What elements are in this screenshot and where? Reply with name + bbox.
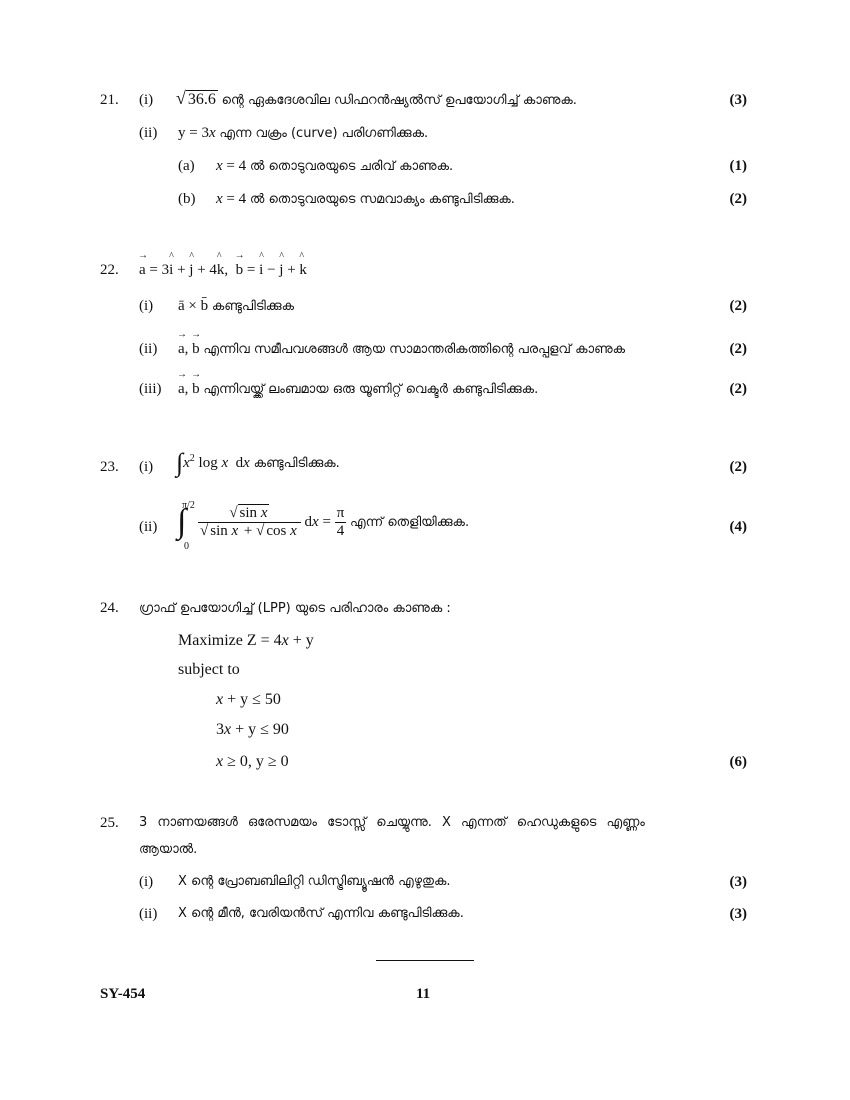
q24-constraint-2: 3x + y ≤ 90 (216, 721, 289, 738)
q21-b-cond: = 4 (226, 191, 247, 207)
q25-i-text: X ന്റെ പ്രോബബിലിറ്റി ഡിസ്ട്രിബ്യൂഷൻ എഴുതുക. (178, 874, 451, 889)
q21-i-text: ന്റെ ഏകദേശവില ഡിഫറൻഷ്യൽസ് ഉപയോഗിച്ച് കാണുക. (221, 93, 577, 108)
q24-text: ഗ്രാഫ് ഉപയോഗിച്ച് (LPP) യുടെ പരിഹാരം കാണുക : (139, 601, 451, 616)
q22-number: 22. (100, 262, 119, 278)
q24-subject: subject to (178, 661, 240, 678)
q21-ii-content (178, 125, 428, 142)
q24-maximize: Maximize Z = 4x + y (178, 632, 314, 649)
q24-c3-text: ≥ 0, y ≥ 0 (227, 753, 289, 770)
q24-c1-text: + y ≤ 50 (227, 691, 281, 708)
q22-i-text: കണ്ടുപിടിക്കുക (211, 299, 294, 314)
footer-page-number: 11 (416, 986, 431, 1002)
q21-number: 21. (100, 92, 119, 108)
q25-line1: 3 നാണയങ്ങൾ ഒരേസമയം ടോസ്സ് ചെയ്യുന്നു. X എന്നത് ഹെഡുകളുടെ എണ്ണം (139, 815, 645, 830)
q22-ii-marks: (2) (729, 341, 747, 357)
q21-i-label: (i) (139, 92, 154, 108)
q22-vectors: → a = 3^ i + ^ j + 4^ k, → b = ^ i − ^ j + ^ k (139, 262, 307, 279)
q23-i-text: കണ്ടുപിടിക്കുക. (253, 456, 340, 471)
q21-i-marks: (3) (729, 92, 747, 108)
q23-ii-fraction: $\frac{\text{√ sin x}}{\text{√ sin x + √ cos x}}$ (198, 505, 301, 540)
q24-maximize-expr: Maximize Z = 4 (178, 632, 282, 649)
q23-ii-pi-over-4: $\frac{\pi}{4}$ (336, 505, 345, 539)
q23-ii-text: എന്ന് തെളിയിക്കുക. (350, 514, 470, 530)
q23-ii-label: (ii) (139, 519, 158, 535)
q23-i-label: (i) (139, 459, 154, 475)
q21-ii-expr: y = 3 (178, 125, 209, 141)
q21-b-text: ൽ തൊടുവരയുടെ സമവാക്യം കണ്ടുപിടിക്കുക. (249, 192, 515, 207)
q23-i-content: $\int x^2$ log x dx കണ്ടുപിടിക്കുക. (176, 448, 340, 477)
q21-a-marks: (1) (729, 158, 747, 174)
q22-i-content: ā × b̄ കണ്ടുപിടിക്കുക (178, 298, 294, 314)
q25-number: 25. (100, 815, 119, 831)
q22-iii-label: (iii) (139, 381, 162, 397)
q24-number: 24. (100, 600, 119, 616)
q21-b-marks: (2) (729, 191, 747, 207)
q23-number: 23. (100, 459, 119, 475)
q23-ii-upper: π/2 (182, 500, 195, 511)
q23-i-marks: (2) (729, 459, 747, 475)
q22-iii-content: → a, → b എന്നിവയ്ക്ക് ലംബമായ ഒരു യൂണിറ്റ് വെക്ടർ കണ്ടുപിടിക്കുക. (178, 381, 538, 398)
q21-ii-var: x (208, 125, 216, 141)
q21-a-content: x = 4 ൽ തൊടുവരയുടെ ചരിവ് കാണുക. (216, 158, 454, 174)
q24-c2-text: + y ≤ 90 (235, 721, 289, 738)
q25-i-marks: (3) (729, 874, 747, 890)
q23-ii-lower: 0 (184, 541, 189, 552)
q24-constraint-1: x + y ≤ 50 (216, 691, 281, 708)
q25-ii-label: (ii) (139, 906, 158, 922)
q22-ii-text: എന്നിവ സമീപവശങ്ങൾ ആയ സാമാന്തരികത്തിന്റെ പരപ്പളവ് കാണുക (203, 342, 626, 357)
q21-ii-text: എന്ന വക്രം (curve) പരിഗണിക്കുക. (219, 126, 429, 141)
q23-ii-content: $\frac{\text{√ sin x}}{\text{√ sin x + √ cos x}}$ dx = $\frac{\pi}{4}$ എന്ന് തെളിയിക്കുക. (200, 505, 470, 539)
q21-i-radicand: 36.6 (187, 91, 216, 108)
q21-a-label: (a) (178, 158, 195, 174)
q22-iii-text: എന്നിവയ്ക്ക് ലംബമായ ഒരു യൂണിറ്റ് വെക്ടർ കണ്ടുപിടിക്കുക. (203, 382, 539, 397)
q23-ii-marks: (4) (729, 519, 747, 535)
q25-i-label: (i) (139, 874, 154, 890)
q22-ii-label: (ii) (139, 341, 158, 357)
q21-i-content: √ 36.6 ന്റെ ഏകദേശവില ഡിഫറൻഷ്യൽസ് ഉപയോഗിച്ച് കാണുക. (176, 88, 577, 108)
q23-ii-integral: ∫ (177, 503, 187, 540)
q21-b-label: (b) (178, 191, 196, 207)
q22-iii-marks: (2) (729, 381, 747, 397)
footer-divider (376, 960, 474, 961)
q22-i-marks: (2) (729, 298, 747, 314)
q25-ii-marks: (3) (729, 906, 747, 922)
q21-ii-label: (ii) (139, 125, 158, 141)
q25-line2: ആയാൽ. (139, 842, 198, 857)
q22-ii-content: → a, → b എന്നിവ സമീപവശങ്ങൾ ആയ സാമാന്തരികത്തിന്റെ പരപ്പളവ് കാണുക (178, 341, 625, 358)
q21-b-content: x = 4 ൽ തൊടുവരയുടെ സമവാക്യം കണ്ടുപിടിക്കുക. (216, 191, 515, 207)
q24-constraint-3: x ≥ 0, y ≥ 0 (216, 753, 289, 770)
footer-code: SY-454 (100, 986, 146, 1002)
q25-ii-text: X ന്റെ മീൻ, വേരിയൻസ് എന്നിവ കണ്ടുപിടിക്കുക. (178, 906, 464, 921)
q24-marks: (6) (729, 754, 747, 770)
q21-a-text: ൽ തൊടുവരയുടെ ചരിവ് കാണുക. (249, 159, 454, 174)
q22-i-label: (i) (139, 298, 154, 314)
q21-a-cond: = 4 (226, 158, 247, 174)
